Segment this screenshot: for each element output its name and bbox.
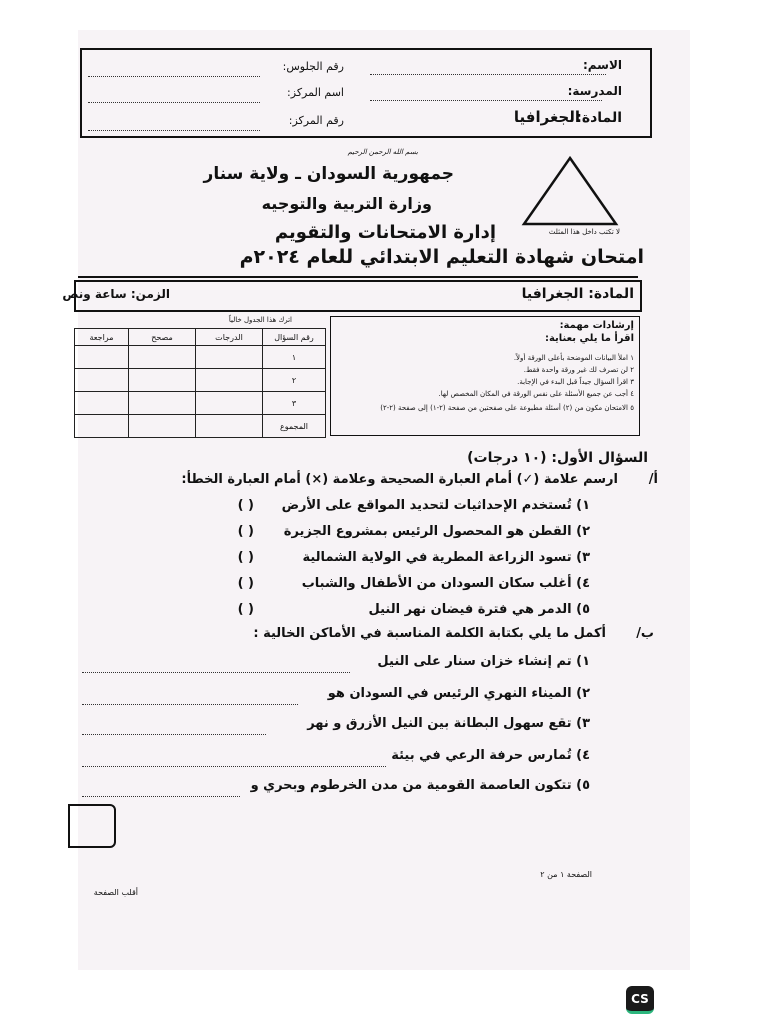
name-line — [370, 74, 606, 75]
fill-item-3: ٣) تقع سهول البطانة بين النيل الأزرق و نهر — [307, 716, 590, 731]
instruction-item-1: ١ املأ البيانات الموضحة بأعلى الورقة أولاً. — [513, 354, 634, 362]
camscanner-logo: CS — [626, 986, 654, 1014]
grades-table-header — [75, 329, 326, 346]
exam-title: امتحان شهادة التعليم الابتدائي للعام ٢٠٢٤م — [239, 246, 644, 268]
tf-answer-4[interactable]: ( ) — [237, 576, 254, 591]
grades-table-caption: اترك هذا الجدول خالياً — [228, 316, 292, 324]
table-row — [75, 392, 326, 415]
seat-number-line — [88, 76, 260, 77]
subject-value: الجغرافيا — [513, 108, 580, 126]
table-row — [75, 369, 326, 392]
tf-item-4: ٤) أغلب سكان السودان من الأطفال والشباب — [301, 576, 590, 591]
subject-label: المادة: — [576, 110, 622, 126]
total-label: المجموع — [263, 415, 326, 438]
school-label: المدرسة: — [567, 84, 622, 98]
center-number-label: رقم المركز: — [288, 114, 344, 127]
subject-bar-subject: المادة: الجغرافيا — [521, 286, 634, 302]
col-grades: الدرجات — [196, 329, 263, 346]
instruction-item-2: ٢ لن تصرف لك غير ورقة واحدة فقط. — [523, 366, 634, 374]
q1-part-b-text: أكمل ما يلي بكتابة الكلمة المناسبة في الأماكن الخالية : — [253, 626, 606, 641]
q1-title: السؤال الأول: (١٠ درجات) — [467, 450, 648, 466]
tf-item-1: ١) تُستخدم الإحداثيات لتحديد المواقع على الأرض — [281, 498, 590, 513]
col-reviewer: مراجعة — [75, 329, 129, 346]
tf-answer-2[interactable]: ( ) — [237, 524, 254, 539]
instruction-item-4: ٤ أجب عن جميع الأسئلة على نفس الورقة في المكان المخصص لها. — [438, 390, 634, 398]
fill-item-5: ٥) تتكون العاصمة القومية من مدن الخرطوم وبحري و — [250, 778, 590, 793]
fill-item-1: ١) تم إنشاء خزان سنار على النيل — [377, 654, 590, 669]
exam-page — [62, 30, 690, 970]
q1-part-a-text: ارسم علامة (✓) أمام العبارة الصحيحة وعلامة (×) أمام العبارة الخطأ: — [181, 472, 618, 487]
table-row-total — [75, 415, 326, 438]
instruction-item-3: ٣ اقرأ السؤال جيداً قبل البدء في الإجابة. — [517, 378, 634, 386]
center-name-line — [88, 102, 260, 103]
row-number: ١ — [263, 346, 326, 369]
bismillah: بسم الله الرحمن الرحيم — [347, 148, 418, 156]
fill-blank-4[interactable] — [82, 766, 386, 767]
row-number: ٢ — [263, 369, 326, 392]
tf-item-3: ٣) تسود الزراعة المطرية في الولاية الشمالية — [302, 550, 590, 565]
seat-number-label: رقم الجلوس: — [282, 60, 344, 73]
fill-item-4: ٤) تُمارس حرفة الرعي في بيئة — [391, 748, 590, 763]
tf-item-2: ٢) القطن هو المحصول الرئيس بمشروع الجزيرة — [283, 524, 590, 539]
name-label: الاسم: — [582, 58, 622, 72]
header-republic: جمهورية السودان ـ ولاية سنار — [203, 164, 454, 184]
turn-page-note: أقلب الصفحة — [93, 888, 138, 897]
center-number-line — [88, 130, 260, 131]
instruction-item-5: ٥ الامتحان مكون من (٢) أسئلة مطبوعة على صفحتين من صفحة (٢-١) إلى صفحة (٢-٢) — [380, 404, 634, 412]
tf-answer-1[interactable]: ( ) — [237, 498, 254, 513]
score-box — [68, 804, 116, 848]
q1-part-a-label: أ/ — [648, 472, 658, 487]
fill-item-2: ٢) الميناء النهري الرئيس في السودان هو — [327, 686, 590, 701]
header-department: إدارة الامتحانات والتقويم — [274, 222, 496, 243]
row-number: ٣ — [263, 392, 326, 415]
instructions-heading: إرشادات مهمة: — [559, 320, 634, 331]
school-line — [370, 100, 602, 101]
tf-answer-5[interactable]: ( ) — [237, 602, 254, 617]
fill-blank-5[interactable] — [82, 796, 240, 797]
triangle-note: لا تكتب داخل هذا المثلث — [548, 228, 620, 236]
title-rule — [78, 276, 638, 278]
page-number: الصفحة ١ من ٢ — [540, 870, 592, 879]
fill-blank-1[interactable] — [82, 672, 350, 673]
instructions-sub: اقرأ ما يلي بعناية: — [544, 333, 634, 344]
header-ministry: وزارة التربية والتوجيه — [261, 194, 432, 213]
subject-bar-time: الزمن: ساعة ونص — [62, 287, 170, 301]
grades-table — [74, 328, 326, 438]
col-corrector: مصحح — [129, 329, 196, 346]
table-row — [75, 346, 326, 369]
fill-blank-2[interactable] — [82, 704, 298, 705]
col-question-number: رقم السؤال — [263, 329, 326, 346]
tf-item-5: ٥) الدمر هي فترة فيضان نهر النيل — [368, 602, 590, 617]
fill-blank-3[interactable] — [82, 734, 266, 735]
triangle-icon — [518, 152, 622, 232]
q1-part-b-label: ب/ — [636, 626, 654, 641]
tf-answer-3[interactable]: ( ) — [237, 550, 254, 565]
center-name-label: اسم المركز: — [287, 86, 344, 99]
